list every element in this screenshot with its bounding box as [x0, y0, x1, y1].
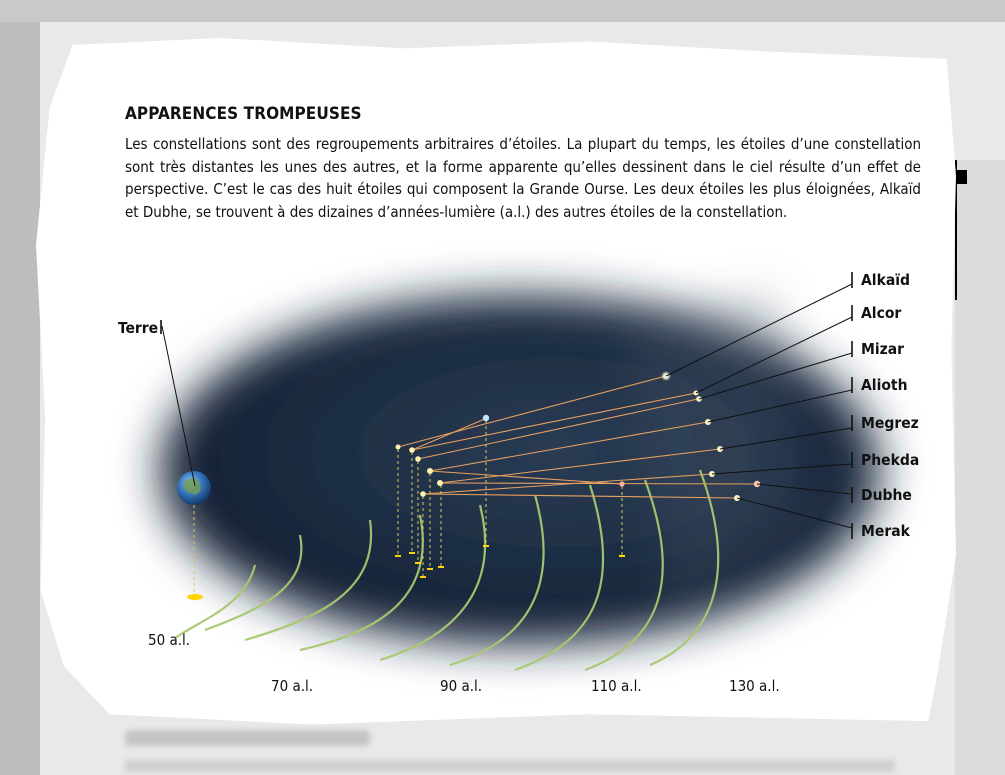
label-dubhe: Dubhe — [861, 486, 912, 504]
foot-1 — [395, 555, 401, 557]
intro-paragraph: Les constellations sont des regroupements arbitraires d’étoiles. La plupart du temps, les étoiles d’une constellation sont très distantes les unes des autres, et la forme apparente qu’elles dessinent dans le ciel résulte d’un effet de perspective. C’est le cas des huit étoiles qui composent la Grande Ourse. Les deux étoiles les plus éloignées, Alkaïd et Dubhe, se trouvent à des dizaines d’années-lumière (a.l.) des autres étoiles de la constellation. — [125, 135, 921, 221]
apparent-6 — [420, 491, 426, 497]
foot-2 — [409, 552, 415, 554]
apparent-2 — [409, 447, 415, 453]
apparent-1 — [396, 445, 401, 450]
label-phekda: Phekda — [861, 451, 920, 469]
label-megrez: Megrez — [861, 414, 919, 432]
label-mizar: Mizar — [861, 340, 905, 358]
distance-label-70: 70 a.l. — [271, 677, 314, 695]
earth-label: Terre — [118, 319, 159, 337]
label-merak: Merak — [861, 522, 910, 540]
earth-base-marker — [187, 594, 203, 600]
star-aux-blue — [483, 415, 489, 421]
distance-label-130: 130 a.l. — [729, 677, 780, 695]
foot-8 — [619, 555, 625, 557]
distance-label-90: 90 a.l. — [440, 677, 483, 695]
foot-6 — [438, 566, 444, 568]
foot-4 — [420, 576, 426, 578]
distance-label-50: 50 a.l. — [148, 631, 191, 649]
section-title: APPARENCES TROMPEUSES — [125, 104, 362, 124]
foot-7 — [483, 545, 489, 547]
label-alkaid: Alkaïd — [861, 271, 911, 289]
distance-label-110: 110 a.l. — [591, 677, 642, 695]
star-aux-red — [619, 481, 624, 486]
apparent-3 — [415, 456, 421, 462]
apparent-5 — [437, 480, 443, 486]
foot-3 — [415, 562, 421, 564]
foot-5 — [427, 568, 433, 570]
apparent-4 — [427, 468, 433, 474]
label-alioth: Alioth — [861, 376, 908, 394]
label-alcor: Alcor — [861, 304, 902, 322]
